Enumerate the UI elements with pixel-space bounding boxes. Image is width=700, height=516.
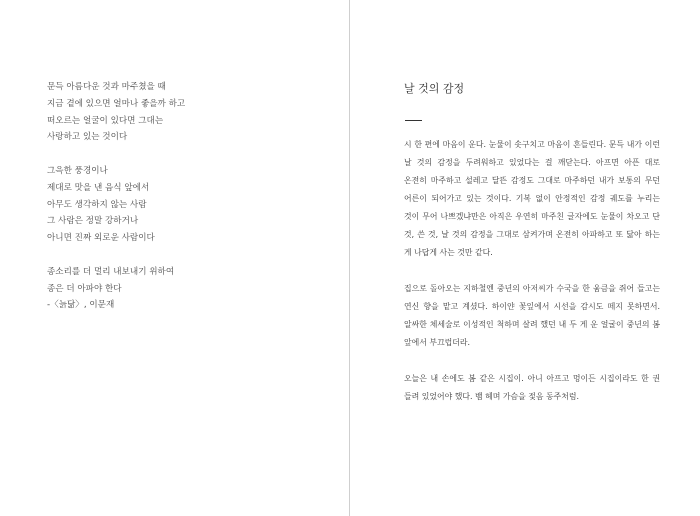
poem-line: 제대로 맛을 낸 음식 앞에서	[47, 182, 150, 193]
poem-line: 사랑하고 있는 것이다	[47, 132, 128, 143]
poem-line: 그윽한 풍경이나	[47, 165, 108, 176]
essay-body	[404, 136, 660, 424]
title-rule	[405, 120, 422, 121]
poem-citation: -〈늙닮〉, 이문재	[47, 300, 115, 311]
poem-line: 떠오르는 얼굴이 있다면 그대는	[47, 115, 164, 126]
poem-stanza	[47, 163, 185, 247]
poem-line: 종소리를 더 멀리 내보내기 위하여	[47, 266, 175, 277]
poem-line: 문득 아름다운 것과 마주쳤을 때	[47, 82, 166, 92]
poem-stanza	[47, 264, 185, 314]
poem-stanza	[47, 79, 185, 146]
poem-line: 아무도 생각하지 않는 사람	[47, 199, 147, 210]
essay-paragraph: 오늘은 내 손에도 봄 같은 시집이. 아니 아프고 멍이든 시집이라도 한 권 들려 있었어야 했다. 뱀 헤며 가슴을 젖음 동주처럼.	[404, 374, 660, 401]
essay-title: 날 것의 감정	[404, 82, 465, 95]
left-page	[0, 0, 349, 516]
essay-paragraph: 집으로 돌아오는 지하철엔 중년의 아저씨가 수국을 한 움큼을 쥐어 들고는 연신 향을 맡고 계셨다. 하이얀 꽃잎에서 시선을 감시도 떼지 못하면서. 알싸한 체세술로 이성적인 척하며 살려 했던 내 두 게 운 얼굴이 중년의 봄 앞에서 부끄럽더라.	[404, 284, 660, 347]
poem-line: 종은 더 아파야 한다	[47, 283, 122, 294]
poem-line: 지금 곁에 있으면 얼마나 좋을까 하고	[47, 98, 186, 109]
poem-line: 아니면 진짜 외로운 사람이다	[47, 233, 155, 244]
essay-paragraph: 시 한 편에 마음이 운다. 눈물이 솟구치고 마음이 흔들린다. 문득 내가 이런 날 것의 감정을 두려워하고 있었다는 걸 깨닫는다. 아프면 아픈 대로 온전히 마주하고 설레고 달뜬 감정도 그대로 마주하던 내가 보통의 무던 어른이 되어가고 있는 것이다. 기복 없이 안정적인 감정 궤도를 누리는 것이 무어 나쁘겠냐만은 아직은 우연히 마주친 글자에도 눈물이 차오고 단 것, 쓴 것, 날 것의 감정을 그대로 삼켜가며 온전히 아파하고 또 닳아 하는 게 나답게 사는 것만 같다.	[404, 140, 660, 257]
poem	[47, 79, 185, 331]
poem-line: 그 사람은 정말 강하거나	[47, 216, 139, 227]
